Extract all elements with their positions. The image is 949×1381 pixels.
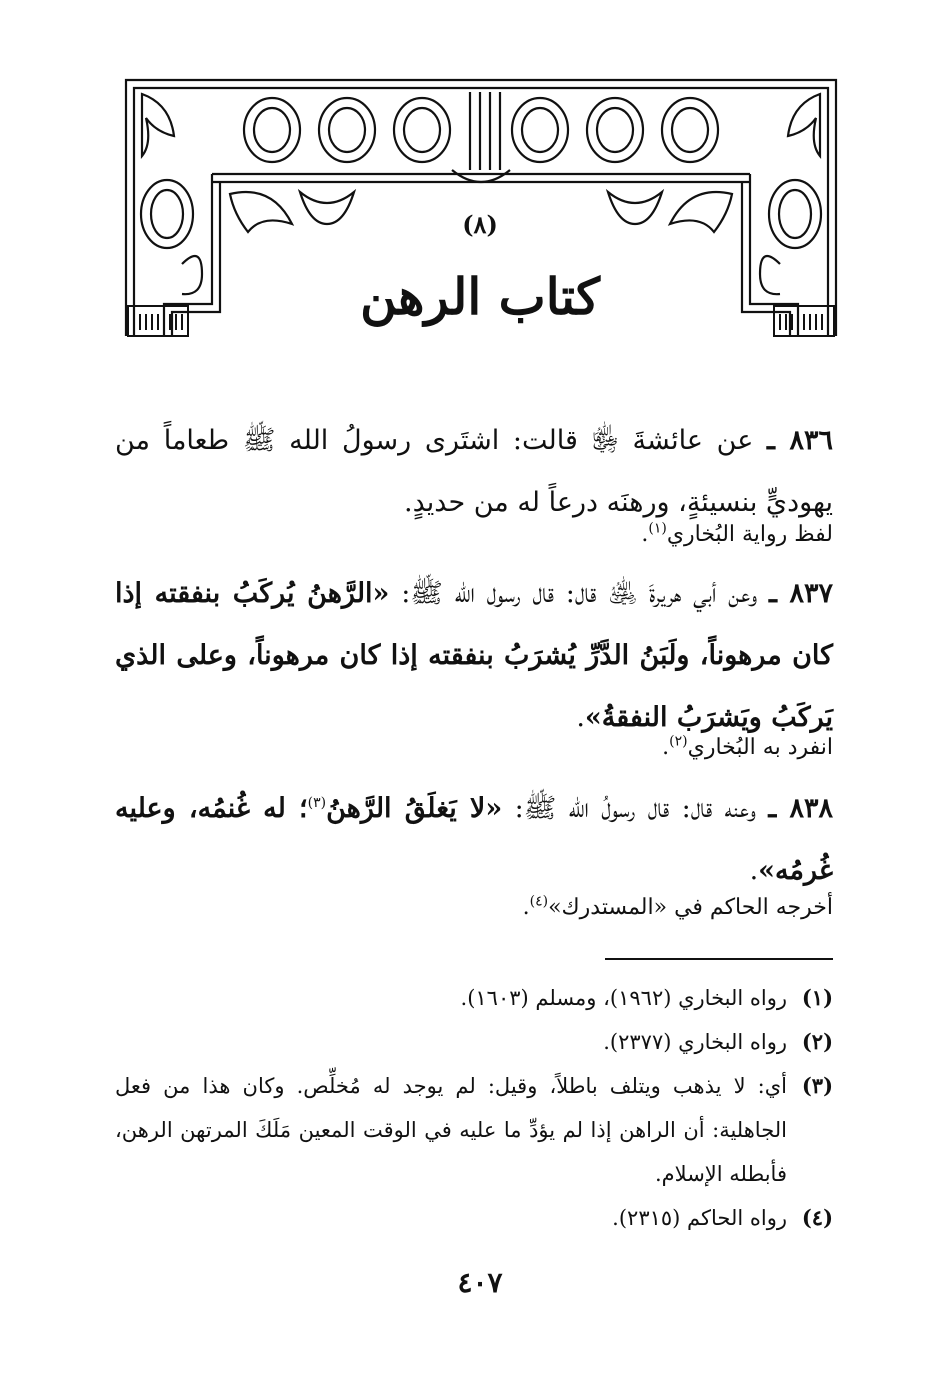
hadith-text: وعنه قال: قال رسولُ الله ﷺ: (514, 793, 756, 824)
source-end: . (641, 522, 649, 547)
hadith-source (115, 890, 873, 926)
footnote-separator (605, 958, 833, 960)
hadith-838 (115, 778, 833, 902)
footnote-ref[interactable]: (١) (648, 520, 667, 537)
hadith-number: ٨٣٦ ـ (767, 425, 833, 456)
hadith-quote-part-1: «لا يَغلَقُ الرَّهنُ (326, 793, 503, 824)
footnote-ref[interactable]: (٣) (307, 795, 327, 811)
source-text: انفرد به البُخاري (687, 735, 833, 760)
hadith-text: وعن أبي هريرةَ ﵁ قال: قال رسول الله ﷺ: (401, 578, 758, 609)
footnote-ref[interactable]: (٤) (529, 893, 549, 910)
page-number: ٤٠٧ (457, 1266, 503, 1299)
chapter-number: (٨) (462, 210, 498, 239)
footnote-text: رواه البخاري (٢٣٧٧). (603, 1030, 787, 1054)
hadith-source (115, 730, 873, 766)
hadith-end: . (576, 702, 585, 733)
source-end: . (522, 895, 530, 920)
source-text: أخرجه الحاكم في «المستدرك» (548, 895, 833, 920)
footnote-ref[interactable]: (٢) (669, 733, 688, 750)
footnote-number: (١) (801, 985, 833, 1010)
footnote-number: (٤) (801, 1205, 833, 1230)
footnote-text: رواه البخاري (١٩٦٢)، ومسلم (١٦٠٣). (460, 986, 787, 1010)
chapter-title: كتاب الرهن (360, 267, 600, 326)
footnote-4 (115, 1196, 833, 1240)
hadith-quote-part-2: ؛ له غُنمُه، وعليه غُرمُه» (115, 793, 833, 886)
hadith-836 (115, 410, 833, 534)
hadith-end: . (749, 855, 759, 886)
footnote-number: (٣) (801, 1073, 833, 1098)
hadith-837 (115, 563, 833, 749)
source-text: لفظ رواية البُخاري (666, 522, 833, 547)
hadith-number: ٨٣٨ ـ (768, 793, 834, 824)
footnote-1 (115, 976, 833, 1020)
source-end: . (662, 735, 670, 760)
hadith-text: عن عائشةَ ﵂ قالت: اشتَرى رسولُ الله ﷺ طعاماً من يهوديٍّ بنسيئةٍ، ورهنَه درعاً له من حديدٍ. (115, 425, 833, 518)
footnote-text: رواه الحاكم (٢٣١٥). (612, 1206, 787, 1230)
footnote-number: (٢) (801, 1029, 833, 1054)
footnotes (115, 976, 833, 1240)
footnote-text: أي: لا يذهب ويتلف باطلاً، وقيل: لم يوجد له مُخلِّص. وكان هذا من فعل الجاهلية: أن الراهن إذا لم يؤدِّ ما عليه في الوقت المعين مَلَكَ المرتهن الرهن، فأبطله الإسلام. (115, 1074, 787, 1186)
hadith-quote: «الرَّهنُ يُركَبُ بنفقته إذا كان مرهوناً، ولَبَنُ الدَّرِّ يُشرَبُ بنفقته إذا كان مرهوناً، وعلى الذي يَركَبُ ويَشرَبُ النفقةُ» (115, 578, 833, 733)
footnote-3 (115, 1064, 833, 1196)
footnote-2 (115, 1020, 833, 1064)
hadith-number: ٨٣٧ ـ (768, 578, 833, 609)
hadith-source (115, 517, 873, 553)
